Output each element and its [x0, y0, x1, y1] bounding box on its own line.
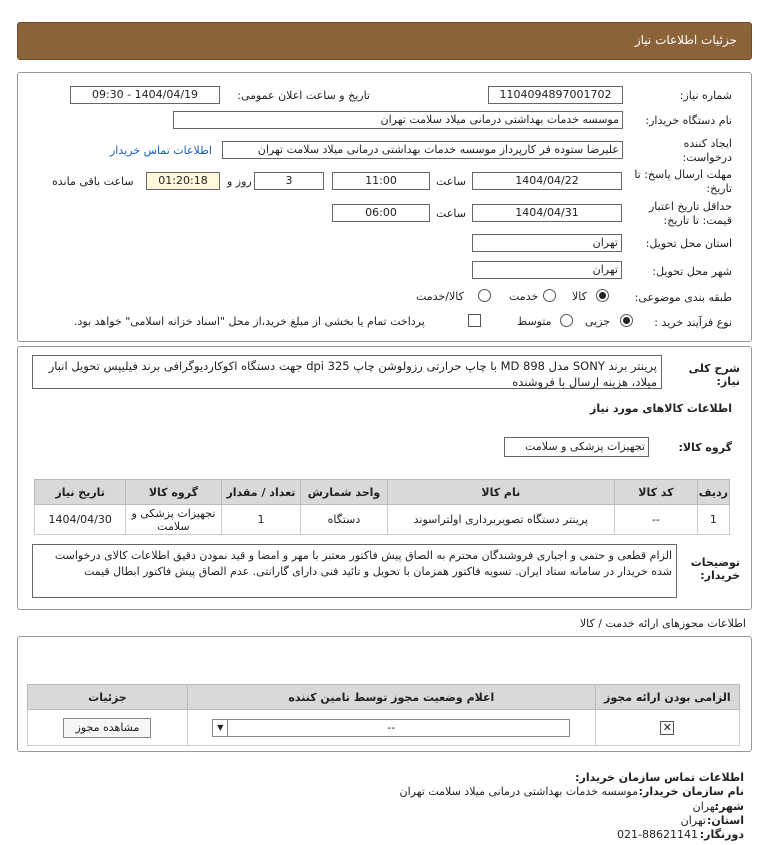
permit-details-cell — [28, 710, 188, 746]
contact-org-label: نام سازمان خریدار: — [638, 785, 744, 798]
goods-group-label: گروه کالا: — [678, 441, 732, 454]
category-radio-goods-service[interactable] — [478, 289, 491, 302]
deadline-time-field: 11:00 — [332, 172, 430, 190]
permits-title: اطلاعات مجوزهای ارائه خدمت / کالا — [579, 617, 746, 630]
creator-label: ایجاد کننده درخواست: — [682, 137, 732, 164]
province-label: استان محل تحویل: — [645, 237, 732, 250]
category-option-goods-service: کالا/خدمت — [416, 290, 464, 303]
validity-time-field: 06:00 — [332, 204, 430, 222]
page-header — [17, 22, 752, 60]
contact-org-value: موسسه خدمات بهداشتی درمانی میلاد سلامت تهران — [399, 785, 638, 798]
province-field: تهران — [472, 234, 622, 252]
contact-title: اطلاعات تماس سازمان خریدار: — [575, 771, 744, 784]
contact-city-label: شهر: — [714, 800, 744, 813]
contact-fax-value: 021-88621141 — [617, 828, 698, 841]
description-label: شرح کلی نیاز: — [688, 362, 740, 388]
need-number-label: شماره نیاز: — [679, 89, 732, 102]
goods-section-title: اطلاعات کالاهای مورد نیاز — [590, 402, 732, 415]
treasury-note: پرداخت تمام یا بخشی از مبلغ خرید،از محل "اسناد خزانه اسلامی" خواهد بود. — [74, 315, 425, 328]
process-option-medium: متوسط — [517, 315, 552, 328]
permit-required-cell — [595, 710, 739, 746]
view-permit-button[interactable]: مشاهده مجوز — [63, 718, 151, 738]
process-radio-medium[interactable] — [560, 314, 573, 327]
buyer-contact-link[interactable]: اطلاعات تماس خریدار — [110, 144, 212, 157]
goods-group-field: تجهیزات پزشکی و سلامت — [504, 437, 649, 457]
col-row: ردیف — [697, 480, 729, 505]
cell-group: تجهیزات پزشکی و سلامت — [126, 505, 221, 535]
deadline-time-label: ساعت — [436, 175, 466, 188]
col-status: اعلام وضعیت مجوز توسط تامین کننده — [187, 685, 595, 710]
permits-table-header — [28, 685, 740, 710]
table-row — [35, 505, 730, 535]
col-name: نام کالا — [387, 480, 614, 505]
announce-label: تاریخ و ساعت اعلان عمومی: — [237, 89, 370, 102]
category-radio-service[interactable] — [543, 289, 556, 302]
creator-field: علیرضا ستوده فر کارپرداز موسسه خدمات بهداشتی درمانی میلاد سلامت تهران — [222, 141, 623, 159]
city-field: تهران — [472, 261, 622, 279]
cell-qty: 1 — [221, 505, 301, 535]
days-label: روز و — [227, 175, 252, 188]
cell-name: پرینتر دستگاه تصویربرداری اولتراسوند — [387, 505, 614, 535]
validity-time-label: ساعت — [436, 207, 466, 220]
cell-row: 1 — [697, 505, 729, 535]
page-title: جزئیات اطلاعات نیاز — [634, 33, 737, 47]
permit-status-value: -- — [387, 720, 396, 734]
col-required: الزامی بودن ارائه مجوز — [595, 685, 739, 710]
announce-field: 1404/04/19 - 09:30 — [70, 86, 220, 104]
need-number-field: 1104094897001702 — [488, 86, 623, 104]
validity-label: حداقل تاریخ اعتبار قیمت: تا تاریخ: — [648, 200, 732, 227]
col-details: جزئیات — [28, 685, 188, 710]
deadline-label: مهلت ارسال پاسخ: تا تاریخ: — [634, 168, 732, 195]
buyer-org-field: موسسه خدمات بهداشتی درمانی میلاد سلامت تهران — [173, 111, 623, 129]
buyer-org-label: نام دستگاه خریدار: — [645, 114, 732, 127]
cell-code: -- — [615, 505, 698, 535]
process-option-minor: جزیی — [585, 315, 611, 328]
category-option-goods: کالا — [572, 290, 587, 303]
process-label: نوع فرآیند خرید : — [654, 316, 732, 329]
permits-table — [27, 684, 740, 746]
buyer-notes-label: توضیحات خریدار: — [690, 556, 740, 582]
buyer-notes-text: الزام قطعی و حتمی و اجباری فروشندگان محترم به الصاق پیش فاکتور معتبر با مهر و امضا و قید نمودن دقیق اطلاعات کالای درخواست شده خریدار در سامانه ستاد ایران. تسویه فاکتور همزمان با تحویل و تائید فنی دارای گارانتی. عدم الصاق پیش فاکتور ابطال قیمت — [32, 544, 677, 598]
process-radio-minor[interactable] — [620, 314, 633, 327]
category-option-service: خدمت — [509, 290, 539, 303]
remaining-label: ساعت باقی مانده — [52, 175, 134, 188]
col-date: تاریخ نیاز — [35, 480, 126, 505]
col-qty: تعداد / مقدار — [221, 480, 301, 505]
cell-unit: دستگاه — [301, 505, 387, 535]
validity-date-field: 1404/04/31 — [472, 204, 622, 222]
contact-province-value: تهران — [680, 814, 706, 827]
contact-city-value: تهران — [692, 800, 718, 813]
description-text: پرینتر برند SONY مدل MD 898 با چاپ حرارتی رزولوشن چاپ 325 dpi جهت دستگاه اکوکاردیوگرافی برند فیلیپس تحویل انبار میلاد، هزینه ارسال با فروشنده — [32, 355, 662, 389]
permit-status-cell — [187, 710, 595, 746]
contact-fax-label: دورنگار: — [699, 828, 744, 841]
days-field: 3 — [254, 172, 324, 190]
checkbox-x-icon: ✕ — [660, 721, 674, 735]
deadline-date-field: 1404/04/22 — [472, 172, 622, 190]
category-radio-goods[interactable] — [596, 289, 609, 302]
remaining-time-field: 01:20:18 — [146, 172, 220, 190]
treasury-checkbox[interactable] — [468, 314, 481, 327]
city-label: شهر محل تحویل: — [652, 265, 732, 278]
col-unit: واحد شمارش — [301, 480, 387, 505]
contact-province-label: استان: — [707, 814, 744, 827]
goods-table-header — [35, 480, 730, 505]
cell-date: 1404/04/30 — [35, 505, 126, 535]
col-group: گروه کالا — [126, 480, 221, 505]
category-label: طبقه بندی موضوعی: — [634, 291, 732, 304]
permit-status-select[interactable] — [212, 719, 570, 737]
goods-table — [34, 479, 730, 535]
chevron-down-icon: ▼ — [213, 720, 228, 736]
table-row — [28, 710, 740, 746]
col-code: کد کالا — [615, 480, 698, 505]
